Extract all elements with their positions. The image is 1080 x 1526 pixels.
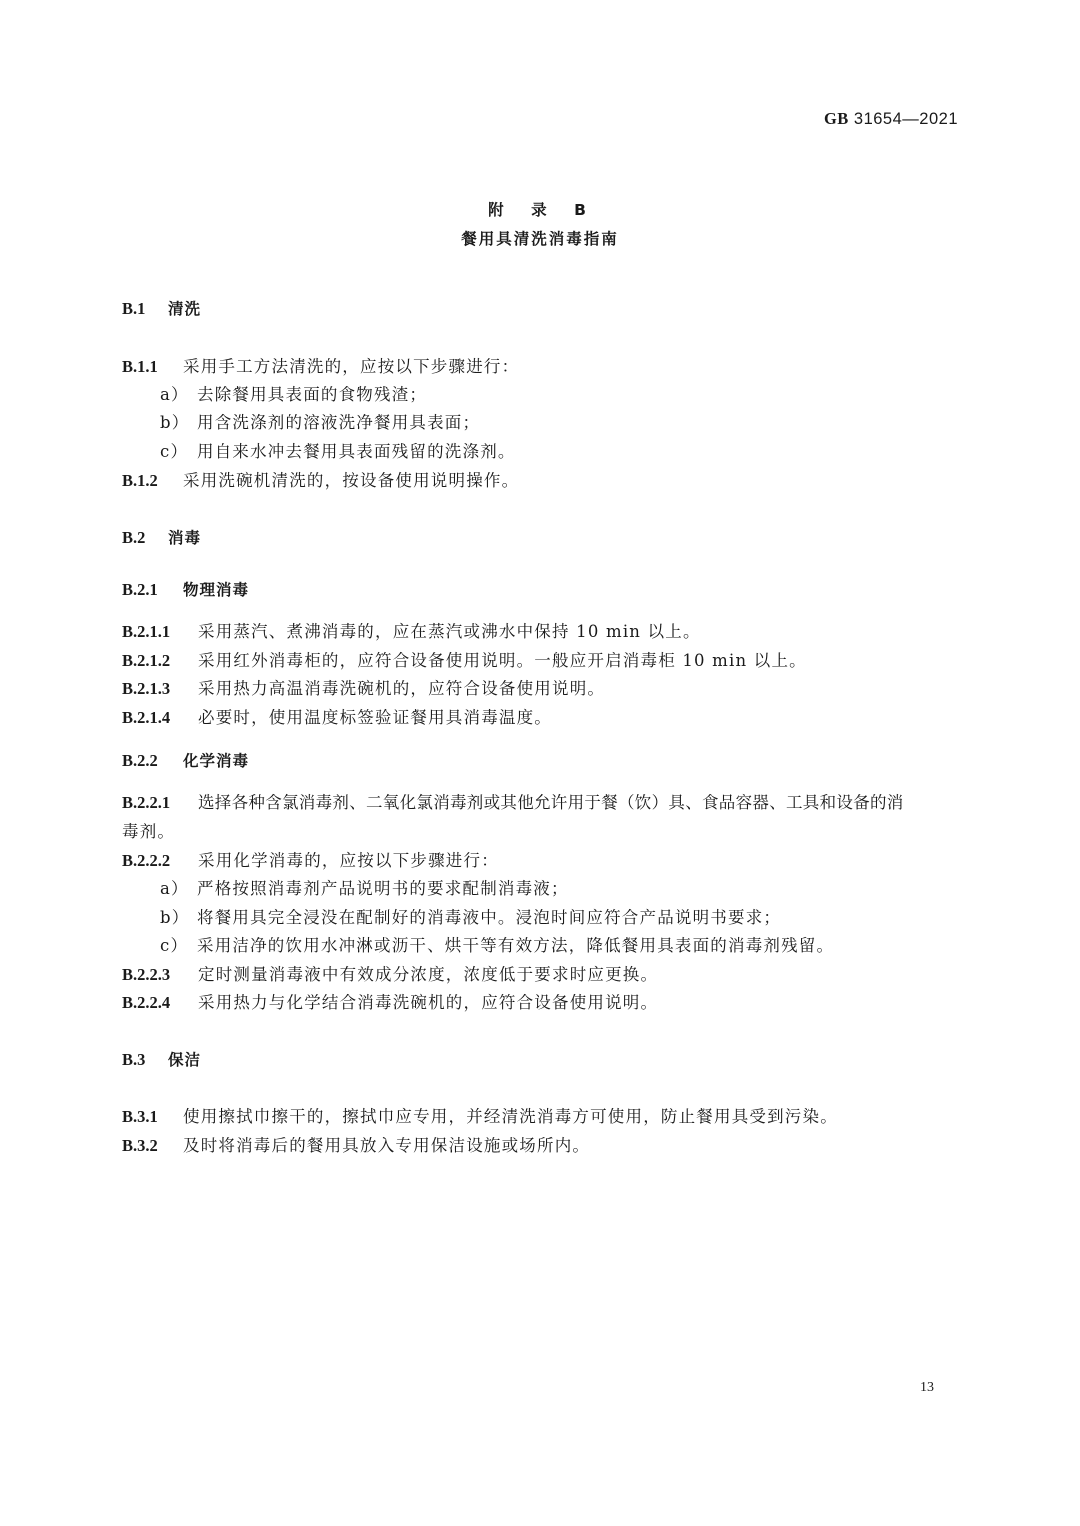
standard-prefix: GB xyxy=(823,109,849,128)
appendix-title: 餐用具清洗消毒指南 xyxy=(461,230,619,248)
subsection-title: 物理消毒 xyxy=(183,581,250,599)
list-marker: b） xyxy=(160,413,190,432)
clause-text-continued: 毒剂。 xyxy=(122,822,176,841)
clause-number: B.2.2.3 xyxy=(122,965,171,984)
clause-number: B.2.2.4 xyxy=(122,993,171,1012)
clause-number: B.3.1 xyxy=(122,1107,158,1126)
clause-text: 采用化学消毒的，应按以下步骤进行： xyxy=(198,851,499,870)
section-number: B.3 xyxy=(122,1050,146,1069)
section-title: 消毒 xyxy=(168,529,202,547)
page-number: 13 xyxy=(920,1380,934,1395)
clause-text: 必要时，使用温度标签验证餐用具消毒温度。 xyxy=(198,708,552,727)
standard-number xyxy=(824,109,958,129)
section-title: 清洗 xyxy=(168,300,202,318)
subsection-number: B.2.2 xyxy=(122,751,158,770)
section-number: B.2 xyxy=(122,528,146,547)
clause-text: 定时测量消毒液中有效成分浓度，浓度低于要求时应更换。 xyxy=(198,965,659,984)
clause-text: 采用热力高温消毒洗碗机的，应符合设备使用说明。 xyxy=(198,679,606,698)
list-item: 用含洗涤剂的溶液洗净餐用具表面； xyxy=(197,413,481,432)
list-marker: b） xyxy=(160,908,190,927)
section-number: B.1 xyxy=(122,299,146,318)
list-marker: a） xyxy=(160,879,189,898)
standard-code: 31654—2021 xyxy=(853,110,958,128)
clause-number: B.1.2 xyxy=(122,471,158,490)
list-item: 严格按照消毒剂产品说明书的要求配制消毒液； xyxy=(197,879,569,898)
appendix-label: 附 录 B xyxy=(488,201,592,219)
clause-text: 采用热力与化学结合消毒洗碗机的，应符合设备使用说明。 xyxy=(198,993,659,1012)
list-item: 去除餐用具表面的食物残渣； xyxy=(197,385,428,404)
clause-number: B.2.1.4 xyxy=(122,708,171,727)
clause-text: 及时将消毒后的餐用具放入专用保洁设施或场所内。 xyxy=(183,1136,591,1155)
list-item: 采用洁净的饮用水冲淋或沥干、烘干等有效方法，降低餐用具表面的消毒剂残留。 xyxy=(197,936,835,955)
subsection-number: B.2.1 xyxy=(122,580,158,599)
clause-number: B.2.2.2 xyxy=(122,851,171,870)
clause-text: 采用红外消毒柜的，应符合设备使用说明。一般应开启消毒柜 10 min 以上。 xyxy=(198,651,807,670)
list-item: 用自来水冲去餐用具表面残留的洗涤剂。 xyxy=(197,442,516,461)
clause-number: B.2.2.1 xyxy=(122,793,171,812)
list-marker: c） xyxy=(160,936,189,955)
clause-text: 选择各种含氯消毒剂、二氧化氯消毒剂或其他允许用于餐（饮）具、食品容器、工具和设备的消 xyxy=(198,793,904,812)
clause-text: 使用擦拭巾擦干的，擦拭巾应专用，并经清洗消毒方可使用，防止餐用具受到污染。 xyxy=(183,1107,838,1126)
clause-number: B.3.2 xyxy=(122,1136,158,1155)
clause-number: B.2.1.1 xyxy=(122,622,171,641)
list-marker: a） xyxy=(160,385,189,404)
section-title: 保洁 xyxy=(168,1051,202,1069)
clause-text: 采用洗碗机清洗的，按设备使用说明操作。 xyxy=(183,471,520,490)
clause-number: B.2.1.3 xyxy=(122,679,171,698)
list-marker: c） xyxy=(160,442,189,461)
clause-number: B.2.1.2 xyxy=(122,651,171,670)
clause-text: 采用手工方法清洗的，应按以下步骤进行： xyxy=(183,357,520,376)
clause-number: B.1.1 xyxy=(122,357,158,376)
list-item: 将餐用具完全浸没在配制好的消毒液中。浸泡时间应符合产品说明书要求； xyxy=(197,908,782,927)
subsection-title: 化学消毒 xyxy=(183,752,250,770)
clause-text: 采用蒸汽、煮沸消毒的，应在蒸汽或沸水中保持 10 min 以上。 xyxy=(198,622,701,641)
